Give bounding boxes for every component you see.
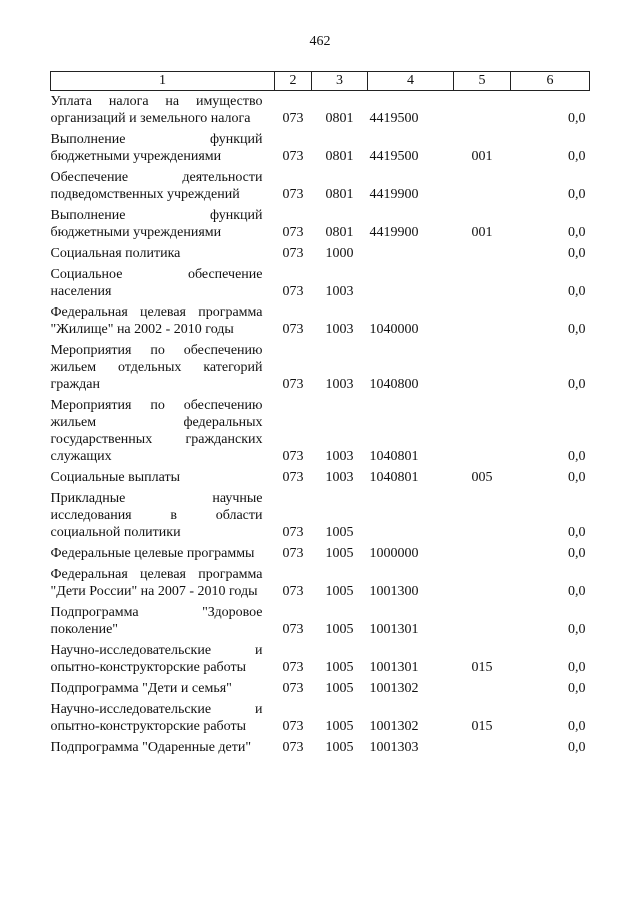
row-section-code-cell: 1005 [325,622,354,637]
table-row [51,602,590,640]
column-header-2: 2 [275,72,312,91]
row-expense-type-cell: 015 [471,719,493,734]
row-amount-cell: 0,0 [568,225,586,240]
row-target-code-cell [368,264,454,302]
row-section-code-cell: 1005 [325,681,354,696]
row-expense-type-cell: 005 [471,470,493,485]
row-name-cell: Подпрограмма "Здоровое поколение" [50,605,263,637]
row-target-code-cell: 1001302 [369,719,419,734]
table-row [51,699,590,737]
row-code-2-cell: 073 [282,377,304,392]
table-row [51,488,590,543]
row-code-2-cell: 073 [282,246,304,261]
row-expense-type-cell [454,302,511,340]
table-row [51,302,590,340]
row-code-2-cell: 073 [282,546,304,561]
row-amount-cell: 0,0 [568,719,586,734]
table-row [51,640,590,678]
row-section-code-cell: 1003 [325,284,354,299]
row-name-cell: Федеральная целевая программа "Жилище" на 2002 - 2010 годы [50,305,263,337]
row-name-cell: Социальное обеспечение населения [50,267,263,299]
row-section-code-cell: 0801 [325,225,354,240]
row-amount-cell: 0,0 [568,525,586,540]
row-section-code-cell: 1005 [325,584,354,599]
row-name-cell: Научно-исследовательские и опытно-конструкторские работы [50,643,263,675]
row-section-code-cell: 1005 [325,660,354,675]
row-expense-type-cell: 015 [471,660,493,675]
row-code-2-cell: 073 [282,740,304,755]
row-target-code-cell: 1001302 [369,681,419,696]
row-section-code-cell: 1005 [325,546,354,561]
column-header-6: 6 [511,72,590,91]
row-target-code-cell: 1001300 [369,584,419,599]
column-header-3: 3 [312,72,368,91]
row-code-2-cell: 073 [282,622,304,637]
table-row [51,91,590,130]
table-header-row [51,72,590,91]
row-expense-type-cell [454,678,511,699]
row-target-code-cell: 4419500 [369,149,419,164]
row-amount-cell: 0,0 [568,187,586,202]
row-code-2-cell: 073 [282,449,304,464]
page-number: 462 [309,34,331,49]
row-amount-cell: 0,0 [568,660,586,675]
row-section-code-cell: 1003 [325,449,354,464]
row-expense-type-cell [454,91,511,130]
row-amount-cell: 0,0 [568,584,586,599]
row-target-code-cell: 1040000 [369,322,419,337]
row-section-code-cell: 1005 [325,719,354,734]
row-code-2-cell: 073 [282,584,304,599]
table-row [51,243,590,264]
table-row [51,205,590,243]
row-code-2-cell: 073 [282,525,304,540]
row-expense-type-cell [454,543,511,564]
row-code-2-cell: 073 [282,284,304,299]
row-name-cell: Подпрограмма "Одаренные дети" [50,740,252,755]
row-expense-type-cell [454,737,511,758]
row-code-2-cell: 073 [282,149,304,164]
row-amount-cell: 0,0 [568,284,586,299]
row-name-cell: Уплата налога на имущество организаций и земельного налога [50,94,263,126]
table-row [51,340,590,395]
column-header-5: 5 [454,72,511,91]
row-amount-cell: 0,0 [568,740,586,755]
table-row [51,678,590,699]
column-header-4: 4 [368,72,454,91]
row-code-2-cell: 073 [282,187,304,202]
row-expense-type-cell [454,340,511,395]
row-amount-cell: 0,0 [568,322,586,337]
row-target-code-cell: 1001303 [369,740,419,755]
row-target-code-cell: 1040800 [369,377,419,392]
row-name-cell: Выполнение функций бюджетными учреждениями [50,208,263,240]
row-amount-cell: 0,0 [568,377,586,392]
row-section-code-cell: 1003 [325,470,354,485]
table-row [51,129,590,167]
row-name-cell: Социальная политика [50,246,181,261]
row-target-code-cell: 4419900 [369,187,419,202]
row-target-code-cell: 1001301 [369,660,419,675]
row-code-2-cell: 073 [282,681,304,696]
row-name-cell: Обеспечение деятельности подведомственных учреждений [50,170,263,202]
row-name-cell: Мероприятия по обеспечению жильем отдельных категорий граждан [50,343,263,392]
row-section-code-cell: 1005 [325,525,354,540]
row-expense-type-cell [454,564,511,602]
row-section-code-cell: 1005 [325,740,354,755]
row-target-code-cell [368,243,454,264]
row-name-cell: Федеральная целевая программа "Дети России" на 2007 - 2010 годы [50,567,263,599]
row-target-code-cell [368,488,454,543]
row-name-cell: Подпрограмма "Дети и семья" [50,681,232,696]
row-amount-cell: 0,0 [568,111,586,126]
row-name-cell: Мероприятия по обеспечению жильем федеральных государственных гражданских служащих [50,398,263,464]
table-row [51,167,590,205]
row-target-code-cell: 4419900 [369,225,419,240]
row-code-2-cell: 073 [282,225,304,240]
row-code-2-cell: 073 [282,470,304,485]
row-amount-cell: 0,0 [568,681,586,696]
row-expense-type-cell [454,488,511,543]
row-section-code-cell: 0801 [325,149,354,164]
row-section-code-cell: 1003 [325,322,354,337]
row-code-2-cell: 073 [282,660,304,675]
row-section-code-cell: 1000 [325,246,354,261]
column-header-1: 1 [51,72,275,91]
row-expense-type-cell [454,264,511,302]
table-row [51,543,590,564]
row-name-cell: Выполнение функций бюджетными учреждениями [50,132,263,164]
row-expense-type-cell [454,395,511,467]
row-target-code-cell: 1040801 [369,470,419,485]
row-amount-cell: 0,0 [568,246,586,261]
row-target-code-cell: 4419500 [369,111,419,126]
row-section-code-cell: 0801 [325,111,354,126]
row-target-code-cell: 1040801 [369,449,419,464]
table-row [51,395,590,467]
table-row [51,737,590,758]
row-expense-type-cell: 001 [471,149,493,164]
table-row [51,264,590,302]
row-expense-type-cell [454,167,511,205]
row-expense-type-cell [454,243,511,264]
row-section-code-cell: 1003 [325,377,354,392]
row-target-code-cell: 1000000 [369,546,419,561]
row-amount-cell: 0,0 [568,546,586,561]
budget-table [50,71,590,758]
row-section-code-cell: 0801 [325,187,354,202]
row-name-cell: Прикладные научные исследования в области социальной политики [50,491,263,540]
table-row [51,564,590,602]
row-name-cell: Научно-исследовательские и опытно-конструкторские работы [50,702,263,734]
row-expense-type-cell [454,602,511,640]
row-amount-cell: 0,0 [568,149,586,164]
row-amount-cell: 0,0 [568,622,586,637]
row-target-code-cell: 1001301 [369,622,419,637]
row-code-2-cell: 073 [282,322,304,337]
row-amount-cell: 0,0 [568,470,586,485]
row-amount-cell: 0,0 [568,449,586,464]
row-name-cell: Социальные выплаты [50,470,181,485]
row-name-cell: Федеральные целевые программы [50,546,255,561]
table-row [51,467,590,488]
row-code-2-cell: 073 [282,719,304,734]
row-code-2-cell: 073 [282,111,304,126]
row-expense-type-cell: 001 [471,225,493,240]
table-body [51,91,590,759]
